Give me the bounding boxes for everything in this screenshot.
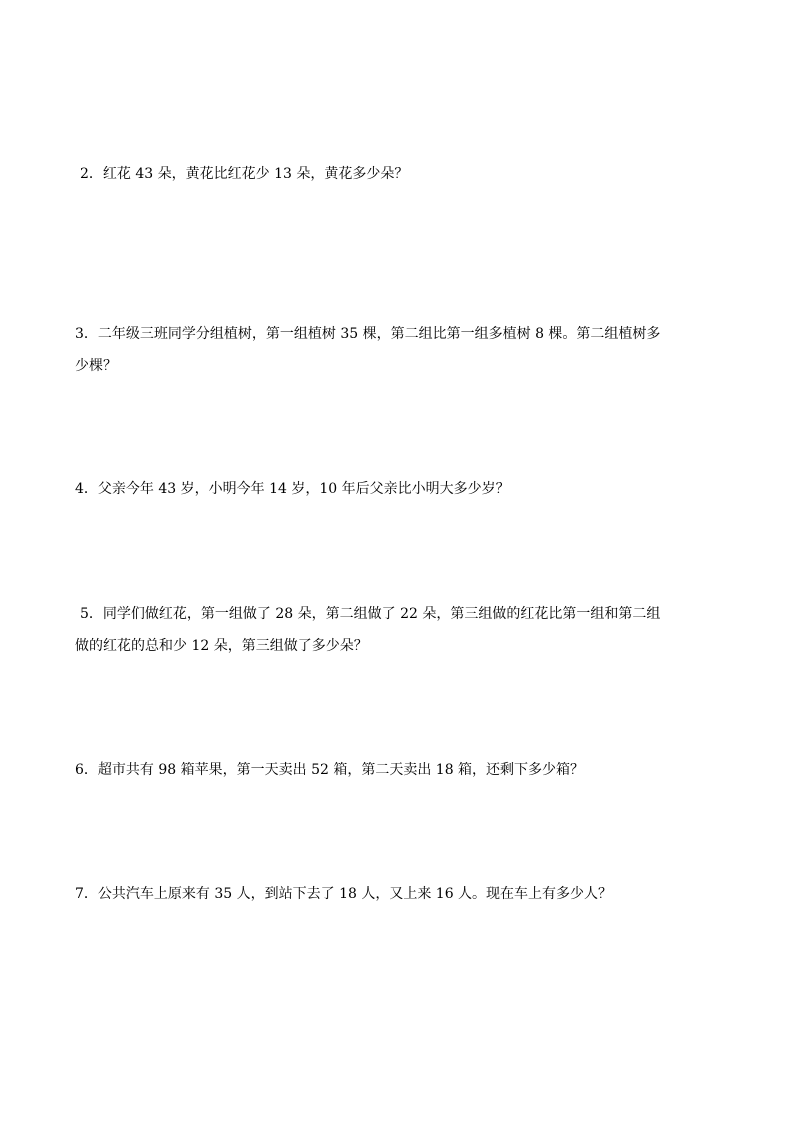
question-3-line-1: 3．二年级三班同学分组植树，第一组植树 35 棵，第二组比第一组多植树 8 棵。第二组植树多 bbox=[75, 326, 661, 342]
question-3-line-2: 少棵？ bbox=[75, 358, 117, 374]
question-6-line-1: 6．超市共有 98 箱苹果，第一天卖出 52 箱，第二天卖出 18 箱，还剩下多少箱？ bbox=[75, 762, 585, 778]
question-7-line-1: 7．公共汽车上原来有 35 人，到站下去了 18 人，又上来 16 人。现在车上有多少人？ bbox=[75, 886, 613, 902]
question-5-line-2: 做的红花的总和少 12 朵，第三组做了多少朵？ bbox=[75, 638, 368, 654]
question-2-line-1: 2．红花 43 朵，黄花比红花少 13 朵，黄花多少朵？ bbox=[80, 166, 409, 182]
question-4-line-1: 4．父亲今年 43 岁，小明今年 14 岁，10 年后父亲比小明大多少岁？ bbox=[75, 481, 510, 497]
question-5-line-1: 5．同学们做红花，第一组做了 28 朵，第二组做了 22 朵，第三组做的红花比第一组和第二组 bbox=[80, 606, 661, 622]
